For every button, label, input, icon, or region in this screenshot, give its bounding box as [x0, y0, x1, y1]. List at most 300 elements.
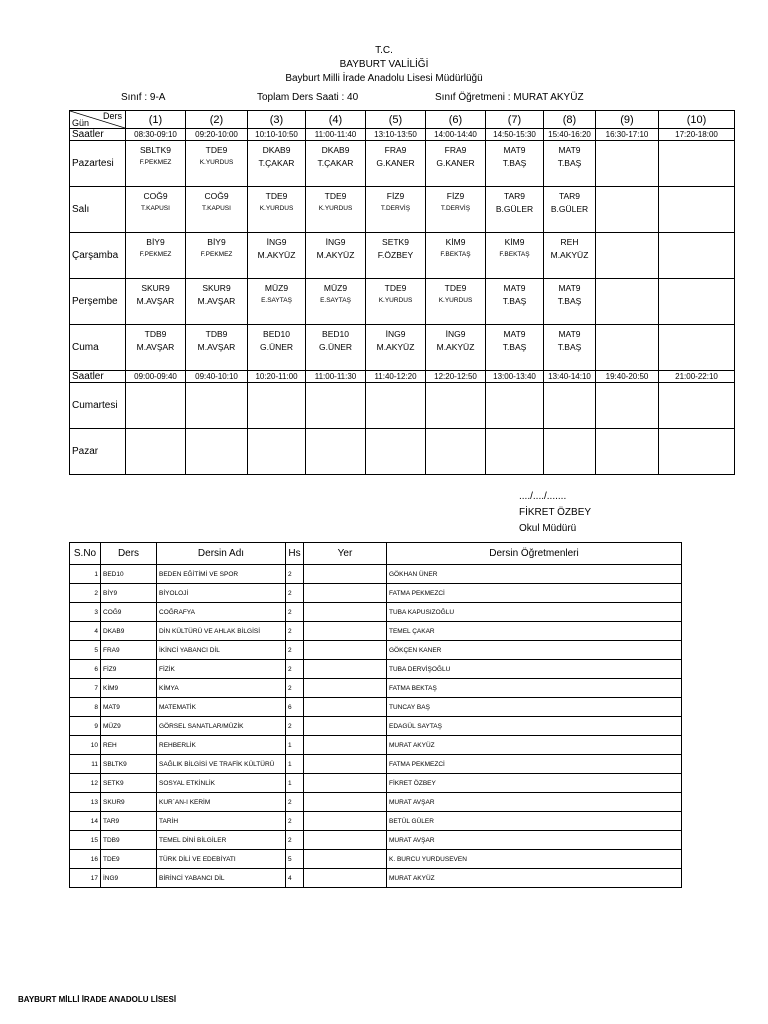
table-row — [70, 584, 682, 603]
lesson-code: KİM9 — [101, 679, 157, 698]
lesson-code: TDE9 — [101, 850, 157, 869]
lesson-code: COĞ9 — [204, 191, 229, 201]
lesson-hours: 2 — [286, 831, 304, 850]
lesson-place — [304, 679, 387, 698]
lesson-cell — [596, 187, 659, 233]
principal-title: Okul Müdürü — [519, 523, 577, 534]
header-tc: T.C. — [375, 45, 393, 56]
lesson-code: BİY9 — [146, 237, 165, 247]
lesson-cell — [426, 233, 486, 279]
lesson-code: MAT9 — [503, 329, 526, 339]
lesson-code: FİZ9 — [386, 191, 405, 201]
lesson-code: TAR9 — [101, 812, 157, 831]
lesson-teacher: T.BAŞ — [557, 342, 582, 352]
lesson-code: TDB9 — [101, 831, 157, 850]
lesson-name: KİMYA — [157, 679, 286, 698]
lesson-teacher: TUBA KAPUSIZOĞLU — [387, 603, 682, 622]
lesson-code: FRA9 — [444, 145, 467, 155]
table-row — [70, 717, 682, 736]
day-row — [70, 187, 735, 233]
lesson-teacher: T.BAŞ — [557, 158, 582, 168]
lesson-cell — [659, 141, 735, 187]
lesson-teacher: E.SAYTAŞ — [261, 297, 292, 304]
period-time: 11:00-11:40 — [306, 129, 366, 141]
lesson-cell — [248, 141, 306, 187]
lesson-place — [304, 565, 387, 584]
table-row — [70, 679, 682, 698]
footer-school-name: BAYBURT MİLLİ İRADE ANADOLU LİSESİ — [18, 995, 177, 1004]
lesson-no: 4 — [70, 622, 101, 641]
lesson-teacher: T.BAŞ — [502, 342, 527, 352]
day-name: Pazartesi — [70, 141, 126, 187]
period-time: 09:20-10:00 — [186, 129, 248, 141]
lesson-teacher: M.AKYÜZ — [436, 342, 475, 352]
lesson-code: TDE9 — [265, 191, 288, 201]
lesson-code: TDB9 — [205, 329, 228, 339]
day-row — [70, 325, 735, 371]
lesson-name: GÖRSEL SANATLAR/MÜZİK — [157, 717, 286, 736]
table-row — [70, 736, 682, 755]
lesson-code: DKAB9 — [101, 622, 157, 641]
lesson-teacher: F.PEKMEZ — [200, 251, 233, 258]
lesson-code: MAT9 — [503, 283, 526, 293]
lesson-teacher: K.YURDUS — [199, 159, 234, 166]
lesson-cell — [126, 233, 186, 279]
lesson-teacher: T.KAPUSI — [141, 205, 170, 212]
lesson-no: 8 — [70, 698, 101, 717]
lessons-table — [69, 542, 682, 888]
day-name: Salı — [70, 187, 126, 233]
lesson-code: MAT9 — [101, 698, 157, 717]
period-time: 16:30-17:10 — [596, 129, 659, 141]
lesson-hours: 2 — [286, 812, 304, 831]
lesson-teacher: M.AKYÜZ — [257, 250, 296, 260]
period-time: 19:40-20:50 — [596, 371, 659, 383]
lesson-cell — [596, 383, 659, 429]
lesson-cell — [248, 383, 306, 429]
table-row — [70, 774, 682, 793]
lesson-teacher: K.YURDUS — [259, 205, 294, 212]
lesson-hours: 1 — [286, 755, 304, 774]
lesson-cell — [306, 429, 366, 475]
lesson-teacher: T.ÇAKAR — [258, 158, 295, 168]
lesson-cell — [486, 279, 544, 325]
lesson-cell — [426, 141, 486, 187]
lesson-place — [304, 641, 387, 660]
lessons-header: Yer — [304, 543, 387, 565]
period-number: (1) — [126, 111, 186, 129]
table-row — [70, 831, 682, 850]
lessons-header: S.No — [70, 543, 101, 565]
period-time: 11:40-12:20 — [366, 371, 426, 383]
lesson-hours: 6 — [286, 698, 304, 717]
period-time: 08:30-09:10 — [126, 129, 186, 141]
period-number: (4) — [306, 111, 366, 129]
table-row — [70, 755, 682, 774]
lesson-code: TDE9 — [384, 283, 407, 293]
total-hours-label: Toplam Ders Saati : 40 — [257, 92, 359, 103]
lesson-teacher: T.BAŞ — [557, 296, 582, 306]
lesson-teacher: EDAGÜL SAYTAŞ — [387, 717, 682, 736]
signature-date: ..../..../....... — [519, 491, 567, 502]
lessons-header: Dersin Adı — [157, 543, 286, 565]
lesson-teacher: M.AVŞAR — [136, 342, 175, 352]
lesson-code: SBLTK9 — [139, 145, 172, 155]
table-row — [70, 793, 682, 812]
period-time: 15:40-16:20 — [544, 129, 596, 141]
lesson-teacher: MURAT AVŞAR — [387, 793, 682, 812]
lesson-hours: 2 — [286, 565, 304, 584]
lesson-cell — [306, 383, 366, 429]
lesson-cell — [659, 429, 735, 475]
lesson-name: REHBERLİK — [157, 736, 286, 755]
lesson-no: 5 — [70, 641, 101, 660]
table-row — [70, 622, 682, 641]
lesson-name: MATEMATİK — [157, 698, 286, 717]
lesson-teacher: TUNCAY BAŞ — [387, 698, 682, 717]
lesson-hours: 2 — [286, 584, 304, 603]
lesson-cell — [306, 187, 366, 233]
lesson-no: 16 — [70, 850, 101, 869]
table-row — [70, 565, 682, 584]
lesson-code: DKAB9 — [262, 145, 291, 155]
table-row — [70, 603, 682, 622]
lesson-no: 15 — [70, 831, 101, 850]
lesson-code: SETK9 — [382, 237, 409, 247]
period-number: (2) — [186, 111, 248, 129]
weekly-schedule-table — [69, 110, 735, 475]
lesson-cell — [544, 325, 596, 371]
lesson-cell — [186, 141, 248, 187]
lesson-cell — [126, 383, 186, 429]
period-number: (7) — [486, 111, 544, 129]
lesson-cell — [596, 429, 659, 475]
lesson-teacher: GÖKHAN ÜNER — [387, 565, 682, 584]
lesson-cell — [366, 383, 426, 429]
lesson-no: 9 — [70, 717, 101, 736]
lesson-code: TDE9 — [205, 145, 228, 155]
header-school-directorate: Bayburt Milli İrade Anadolu Lisesi Müdürlüğü — [285, 73, 483, 84]
lesson-hours: 5 — [286, 850, 304, 869]
lesson-cell — [596, 279, 659, 325]
lesson-code: SETK9 — [101, 774, 157, 793]
lesson-name: BEDEN EĞİTİMİ VE SPOR — [157, 565, 286, 584]
lesson-teacher: B.GÜLER — [495, 204, 534, 214]
lesson-teacher: MURAT AVŞAR — [387, 831, 682, 850]
lesson-teacher: FATMA PEKMEZCİ — [387, 755, 682, 774]
lesson-cell — [544, 279, 596, 325]
lesson-place — [304, 755, 387, 774]
lesson-cell — [186, 233, 248, 279]
lesson-code: TAR9 — [558, 191, 581, 201]
lesson-place — [304, 774, 387, 793]
times-label: Saatler — [70, 129, 126, 141]
lesson-teacher: F.ÖZBEY — [377, 250, 414, 260]
lesson-no: 12 — [70, 774, 101, 793]
lesson-teacher: M.AKYÜZ — [316, 250, 355, 260]
lesson-cell — [544, 141, 596, 187]
lesson-place — [304, 869, 387, 888]
lesson-code: İNG9 — [101, 869, 157, 888]
lesson-code: TDB9 — [144, 329, 167, 339]
lesson-code: KİM9 — [504, 237, 525, 247]
lesson-place — [304, 603, 387, 622]
lesson-no: 1 — [70, 565, 101, 584]
lesson-no: 6 — [70, 660, 101, 679]
weekend-times-row — [70, 371, 735, 383]
lesson-teacher: F.PEKMEZ — [139, 251, 172, 258]
lesson-cell — [544, 187, 596, 233]
lesson-code: MÜZ9 — [264, 283, 289, 293]
lesson-teacher: F.BEKTAŞ — [499, 251, 530, 258]
day-name: Cuma — [70, 325, 126, 371]
lesson-place — [304, 850, 387, 869]
lesson-code: MAT9 — [558, 329, 581, 339]
lesson-teacher: K. BURCU YURDUSEVEN — [387, 850, 682, 869]
lesson-cell — [486, 141, 544, 187]
lesson-cell — [659, 279, 735, 325]
lesson-teacher: K.YURDUS — [378, 297, 413, 304]
lesson-cell — [126, 429, 186, 475]
lesson-no: 13 — [70, 793, 101, 812]
period-time: 11:00-11:30 — [306, 371, 366, 383]
lesson-no: 3 — [70, 603, 101, 622]
day-name: Perşembe — [70, 279, 126, 325]
lesson-cell — [544, 233, 596, 279]
lesson-hours: 2 — [286, 622, 304, 641]
lesson-name: SOSYAL ETKİNLİK — [157, 774, 286, 793]
lesson-cell — [126, 279, 186, 325]
lesson-code: FRA9 — [101, 641, 157, 660]
lesson-cell — [186, 325, 248, 371]
lesson-cell — [366, 279, 426, 325]
corner-cell — [70, 111, 126, 129]
lesson-teacher: G.ÜNER — [259, 342, 294, 352]
lesson-code: TDE9 — [324, 191, 347, 201]
lesson-teacher: T.ÇAKAR — [317, 158, 354, 168]
period-header-row — [70, 111, 735, 129]
lesson-code: BED10 — [322, 329, 349, 339]
lesson-hours: 2 — [286, 641, 304, 660]
lesson-cell — [366, 429, 426, 475]
table-row — [70, 850, 682, 869]
lesson-hours: 2 — [286, 793, 304, 812]
lesson-code: İNG9 — [266, 237, 287, 247]
lesson-hours: 2 — [286, 603, 304, 622]
lesson-name: TÜRK DİLİ VE EDEBİYATI — [157, 850, 286, 869]
lesson-no: 14 — [70, 812, 101, 831]
day-name: Cumartesi — [70, 383, 126, 429]
table-row — [70, 869, 682, 888]
day-name: Çarşamba — [70, 233, 126, 279]
lesson-code: İNG9 — [325, 237, 346, 247]
corner-ders-label: Ders — [102, 111, 122, 121]
lesson-cell — [248, 325, 306, 371]
period-number: (9) — [596, 111, 659, 129]
lesson-code: SKUR9 — [101, 793, 157, 812]
lesson-teacher: M.AVŞAR — [136, 296, 175, 306]
lesson-cell — [596, 233, 659, 279]
lesson-cell — [248, 429, 306, 475]
lesson-cell — [426, 187, 486, 233]
class-teacher-label: Sınıf Öğretmeni : MURAT AKYÜZ — [435, 92, 584, 103]
lesson-no: 7 — [70, 679, 101, 698]
lesson-code: İNG9 — [445, 329, 466, 339]
lesson-teacher: E.SAYTAŞ — [320, 297, 351, 304]
corner-gun-label: Gün — [72, 118, 90, 128]
lesson-teacher: G.ÜNER — [318, 342, 353, 352]
weekend-day-row — [70, 383, 735, 429]
lesson-code: İNG9 — [385, 329, 406, 339]
day-row — [70, 233, 735, 279]
lesson-place — [304, 698, 387, 717]
lesson-code: COĞ9 — [101, 603, 157, 622]
lesson-cell — [426, 429, 486, 475]
lesson-code: MAT9 — [558, 145, 581, 155]
lesson-hours: 2 — [286, 717, 304, 736]
lesson-code: MÜZ9 — [101, 717, 157, 736]
lesson-name: TEMEL DİNİ BİLGİLER — [157, 831, 286, 850]
lesson-cell — [366, 233, 426, 279]
lesson-hours: 1 — [286, 736, 304, 755]
lesson-code: MAT9 — [503, 145, 526, 155]
lesson-teacher: FİKRET ÖZBEY — [387, 774, 682, 793]
period-time: 09:40-10:10 — [186, 371, 248, 383]
lesson-teacher: T.BAŞ — [502, 158, 527, 168]
period-time: 10:10-10:50 — [248, 129, 306, 141]
lesson-cell — [186, 187, 248, 233]
lesson-teacher: MURAT AKYÜZ — [387, 869, 682, 888]
lesson-cell — [126, 325, 186, 371]
day-row — [70, 279, 735, 325]
lesson-cell — [306, 233, 366, 279]
period-time: 12:20-12:50 — [426, 371, 486, 383]
lesson-cell — [186, 383, 248, 429]
lesson-cell — [659, 233, 735, 279]
lesson-cell — [426, 383, 486, 429]
times-label: Saatler — [70, 371, 126, 383]
lesson-cell — [186, 279, 248, 325]
lesson-code: REH — [101, 736, 157, 755]
lesson-teacher: T.BAŞ — [502, 296, 527, 306]
lesson-place — [304, 812, 387, 831]
period-time: 10:20-11:00 — [248, 371, 306, 383]
principal-name: FİKRET ÖZBEY — [519, 507, 592, 518]
lesson-cell — [659, 383, 735, 429]
lesson-cell — [486, 187, 544, 233]
table-row — [70, 660, 682, 679]
lesson-cell — [126, 187, 186, 233]
lesson-place — [304, 736, 387, 755]
lesson-teacher: FATMA PEKMEZCİ — [387, 584, 682, 603]
lesson-code: KİM9 — [445, 237, 466, 247]
lesson-code: FRA9 — [384, 145, 407, 155]
lesson-cell — [366, 187, 426, 233]
lesson-teacher: G.KANER — [436, 158, 475, 168]
lesson-name: FİZİK — [157, 660, 286, 679]
lesson-name: İKİNCİ YABANCI DİL — [157, 641, 286, 660]
lesson-teacher: B.GÜLER — [550, 204, 589, 214]
lesson-place — [304, 831, 387, 850]
lesson-name: TARİH — [157, 812, 286, 831]
table-row — [70, 641, 682, 660]
lesson-teacher: T.KAPUSI — [202, 205, 231, 212]
lesson-teacher: TUBA DERVİŞOĞLU — [387, 660, 682, 679]
lesson-cell — [248, 233, 306, 279]
lesson-hours: 2 — [286, 660, 304, 679]
lesson-teacher: M.AVŞAR — [197, 342, 236, 352]
lesson-code: TAR9 — [503, 191, 526, 201]
period-number: (5) — [366, 111, 426, 129]
lesson-cell — [248, 187, 306, 233]
lesson-teacher: K.YURDUS — [318, 205, 353, 212]
header-governorship: BAYBURT VALİLİĞİ — [339, 59, 429, 70]
lesson-cell — [248, 279, 306, 325]
lesson-name: DİN KÜLTÜRÜ VE AHLAK BİLGİSİ — [157, 622, 286, 641]
lesson-code: BİY9 — [207, 237, 226, 247]
lesson-cell — [366, 141, 426, 187]
weekday-times-row — [70, 129, 735, 141]
lesson-place — [304, 584, 387, 603]
lesson-cell — [544, 383, 596, 429]
period-number: (6) — [426, 111, 486, 129]
lesson-cell — [486, 325, 544, 371]
lesson-code: BED10 — [101, 565, 157, 584]
period-time: 14:00-14:40 — [426, 129, 486, 141]
lessons-header: Dersin Öğretmenleri — [387, 543, 682, 565]
period-time: 14:50-15:30 — [486, 129, 544, 141]
day-name: Pazar — [70, 429, 126, 475]
lesson-teacher: G.KANER — [376, 158, 415, 168]
table-row — [70, 698, 682, 717]
lesson-place — [304, 717, 387, 736]
lesson-teacher: GÖKÇEN KANER — [387, 641, 682, 660]
lesson-cell — [306, 325, 366, 371]
lesson-hours: 2 — [286, 679, 304, 698]
lesson-teacher: M.AKYÜZ — [376, 342, 415, 352]
period-number: (10) — [659, 111, 735, 129]
lesson-teacher: BETÜL GÜLER — [387, 812, 682, 831]
lesson-code: SKUR9 — [202, 283, 231, 293]
period-time: 13:10-13:50 — [366, 129, 426, 141]
lesson-no: 17 — [70, 869, 101, 888]
lesson-cell — [486, 233, 544, 279]
period-number: (8) — [544, 111, 596, 129]
lesson-teacher: M.AVŞAR — [197, 296, 236, 306]
class-label: Sınıf : 9-A — [121, 92, 166, 103]
lesson-cell — [366, 325, 426, 371]
period-time: 17:20-18:00 — [659, 129, 735, 141]
lesson-teacher: T.DERVİŞ — [440, 205, 471, 212]
lesson-teacher: MURAT AKYÜZ — [387, 736, 682, 755]
weekend-day-row — [70, 429, 735, 475]
lesson-cell — [659, 187, 735, 233]
period-time: 13:00-13:40 — [486, 371, 544, 383]
lesson-teacher: FATMA BEKTAŞ — [387, 679, 682, 698]
lesson-teacher: F.BEKTAŞ — [440, 251, 471, 258]
lesson-place — [304, 660, 387, 679]
lesson-code: MAT9 — [558, 283, 581, 293]
lessons-header: Hs — [286, 543, 304, 565]
lessons-header: Ders — [101, 543, 157, 565]
lesson-cell — [596, 141, 659, 187]
lesson-teacher: K.YURDUS — [438, 297, 473, 304]
period-time: 21:00-22:10 — [659, 371, 735, 383]
lesson-teacher: TEMEL ÇAKAR — [387, 622, 682, 641]
day-row — [70, 141, 735, 187]
lesson-code: DKAB9 — [321, 145, 350, 155]
lesson-code: SBLTK9 — [101, 755, 157, 774]
